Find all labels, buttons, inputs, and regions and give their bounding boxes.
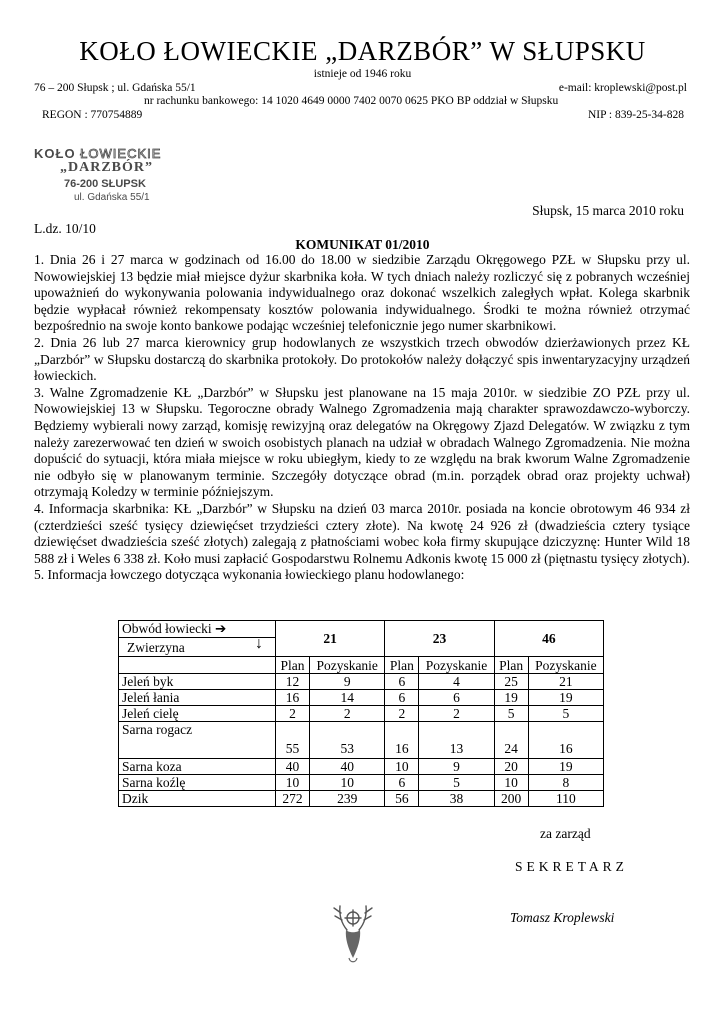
table-cell: 6 — [385, 690, 419, 706]
row-label: Jeleń cielę — [119, 706, 276, 722]
table-cell: 21 — [528, 674, 603, 690]
table-cell: 6 — [385, 674, 419, 690]
district-header-21: 21 — [276, 621, 385, 657]
col-plan-21: Plan — [276, 657, 310, 674]
paragraph-2: 2. Dnia 26 lub 27 marca kierownicy grup hodowlanych ze wszystkich trzech obwodów dzierżawionych przez KŁ „Darzbór” w Słupsku dostarczą do skarbnika protokoły. Do protokołów należy dołączyć spis inwentaryzacyjny urządzeń łowieckich. — [34, 334, 690, 384]
corner-bottom-label: Zwierzyna — [127, 640, 185, 655]
for-board-label: za zarząd — [540, 826, 591, 841]
table-cell: 9 — [310, 674, 385, 690]
table-row — [119, 791, 604, 807]
table-cell: 6 — [419, 690, 494, 706]
table-cell: 55 — [276, 722, 310, 759]
bank-account-line: nr rachunku bankowego: 14 1020 4649 0000 7402 0070 0625 PKO BP oddział w Słupsku — [144, 95, 559, 107]
table-cell: 13 — [419, 722, 494, 759]
row-label: Sarna koza — [119, 759, 276, 775]
founded-line: istnieje od 1946 roku — [313, 68, 412, 80]
table-cell: 239 — [310, 791, 385, 807]
corner-top: Obwód łowiecki ➔ — [119, 621, 275, 638]
paragraph-1: 1. Dnia 26 i 27 marca w godzinach od 16.00 do 18.00 w siedzibie Zarządu Okręgowego PZŁ w Słupsku przy ul. Nowowiejskiej 13 będzie miał miejsce dyżur skarbnika koła. W tych dniach należy rozliczyć się z pobranych wcześniej upoważnień do wykonywania polowania indywidualnego oraz dokonać wszelkich zaległych wpłat. Kolega skarbnik będzie wypłacał również rekompensaty kosztów polowania indywidualnego. Środki te można również otrzymać bezpośrednio na swoje konto bankowe podając wcześniej telefonicznie jego numer skarbnikowi. — [34, 252, 690, 334]
signature-name: Tomasz Kroplewski — [510, 910, 615, 925]
document-date: Słupsk, 15 marca 2010 roku — [532, 203, 684, 218]
stamp-line-2: „DARZBÓR” — [60, 160, 154, 175]
table-cell: 56 — [385, 791, 419, 807]
paragraph-5: 5. Informacja łowczego dotycząca wykonania łowieckiego planu hodowlanego: — [34, 567, 465, 583]
table-cell: 19 — [528, 690, 603, 706]
table-header-row — [119, 621, 604, 657]
table-cell: 14 — [310, 690, 385, 706]
col-done-46: Pozyskanie — [528, 657, 603, 674]
table-cell: 2 — [419, 706, 494, 722]
row-label: Sarna koźlę — [119, 775, 276, 791]
table-cell: 16 — [528, 722, 603, 759]
table-cell: 5 — [494, 706, 528, 722]
address-line: 76 – 200 Słupsk ; ul. Gdańska 55/1 — [34, 82, 196, 94]
table-cell: 5 — [419, 775, 494, 791]
table-cell: 8 — [528, 775, 603, 791]
col-done-23: Pozyskanie — [419, 657, 494, 674]
stamp-line-1 — [34, 146, 161, 161]
letterhead-title: KOŁO ŁOWIECKIE „DARZBÓR” W SŁUPSKU — [79, 36, 646, 66]
table-cell: 10 — [310, 775, 385, 791]
hunting-plan-table — [118, 620, 604, 807]
row-label: Jeleń byk — [119, 674, 276, 690]
regon-line: REGON : 770754889 — [42, 109, 143, 121]
document-heading: KOMUNIKAT 01/2010 — [295, 237, 430, 252]
subheader-empty — [119, 657, 276, 674]
table-cell: 2 — [310, 706, 385, 722]
row-label: Dzik — [119, 791, 276, 807]
table-cell: 9 — [419, 759, 494, 775]
district-header-23: 23 — [385, 621, 494, 657]
document-body — [34, 252, 690, 584]
table-row — [119, 706, 604, 722]
table-row — [119, 722, 604, 759]
col-plan-46: Plan — [494, 657, 528, 674]
stamp-word-kolo: KOŁO — [34, 146, 81, 161]
table-cell: 53 — [310, 722, 385, 759]
table-cell: 10 — [494, 775, 528, 791]
table-cell: 38 — [419, 791, 494, 807]
table-row — [119, 759, 604, 775]
table-row — [119, 690, 604, 706]
table-cell: 19 — [528, 759, 603, 775]
table-cell: 12 — [276, 674, 310, 690]
stamp-word-lowieckie: ŁOWIECKIE — [80, 146, 162, 161]
stag-emblem-icon — [330, 900, 376, 968]
table-row — [119, 775, 604, 791]
table-cell: 10 — [276, 775, 310, 791]
row-label: Sarna rogacz — [119, 722, 276, 759]
table-cell: 40 — [310, 759, 385, 775]
table-cell: 200 — [494, 791, 528, 807]
table-cell: 16 — [385, 722, 419, 759]
table-cell: 6 — [385, 775, 419, 791]
table-cell: 2 — [385, 706, 419, 722]
club-stamp — [34, 146, 204, 206]
table-row — [119, 674, 604, 690]
table-cell: 4 — [419, 674, 494, 690]
secretary-role: SEKRETARZ — [515, 859, 628, 874]
table-cell: 24 — [494, 722, 528, 759]
stamp-line-4: ul. Gdańska 55/1 — [74, 192, 150, 203]
row-label: Jeleń łania — [119, 690, 276, 706]
table-cell: 5 — [528, 706, 603, 722]
corner-cell — [119, 621, 276, 657]
email-line: e-mail: kroplewski@post.pl — [558, 82, 687, 94]
table-cell: 110 — [528, 791, 603, 807]
table-cell: 10 — [385, 759, 419, 775]
corner-bottom — [119, 635, 275, 656]
paragraph-3: 3. Walne Zgromadzenie KŁ „Darzbór” w Słupsku jest planowane na 15 maja 2010r. w siedzibie ZO PZŁ przy ul. Nowowiejskiej 13 w Słupsku. Tegoroczne obrady Walnego Zgromadzenia mają charakter sprawozdawczo-wyborczy. Będziemy wybierali nowy zarząd, komisję rewizyjną oraz delegatów na Okręgowy Zjazd Delegatów. W związku z tym należy zarezerwować ten dzień w swoich osobistych planach na udział w obradach Walnego Zgromadzenia. Nie można dopuścić do sytuacji, która miała miejsce w roku ubiegłym, kiedy to ze względu na brak kworum Walne Zgromadzenie nie odbyło się w planowanym terminie. Szczegóły dotyczące obrad (m.in. porządek obrad oraz projekty uchwał) otrzymają Koledzy w terminie późniejszym. — [34, 384, 690, 500]
document-reference: L.dz. 10/10 — [34, 221, 96, 236]
district-header-46: 46 — [494, 621, 603, 657]
table-cell: 40 — [276, 759, 310, 775]
table-subheader-row — [119, 657, 604, 674]
table-cell: 272 — [276, 791, 310, 807]
table-cell: 2 — [276, 706, 310, 722]
col-plan-23: Plan — [385, 657, 419, 674]
stamp-line-3: 76-200 SŁUPSK — [64, 178, 146, 190]
table-cell: 20 — [494, 759, 528, 775]
nip-line: NIP : 839-25-34-828 — [587, 109, 684, 121]
table-cell: 16 — [276, 690, 310, 706]
arrow-down-icon: ↓ — [255, 635, 263, 652]
col-done-21: Pozyskanie — [310, 657, 385, 674]
paragraph-4: 4. Informacja skarbnika: KŁ „Darzbór” w Słupsku na dzień 03 marca 2010r. posiada na koncie obrotowym 46 934 zł (czterdzieści sześć tysięcy dziewięćset trzydzieści cztery złote). Na kwotę 24 926 zł (dwadzieścia cztery tysiące dziewięćset dwadzieścia sześć złotych) zalegają z płatnościami wobec koła firmy skupujące dziczyznę: Hunter Wild 18 588 zł i Weles 6 338 zł. Koło musi zapłacić Gospodarstwu Rolnemu Adkonis kwotę 15 000 zł (piętnastu tysięcy złotych). — [34, 500, 690, 566]
table-cell: 25 — [494, 674, 528, 690]
table-cell: 19 — [494, 690, 528, 706]
